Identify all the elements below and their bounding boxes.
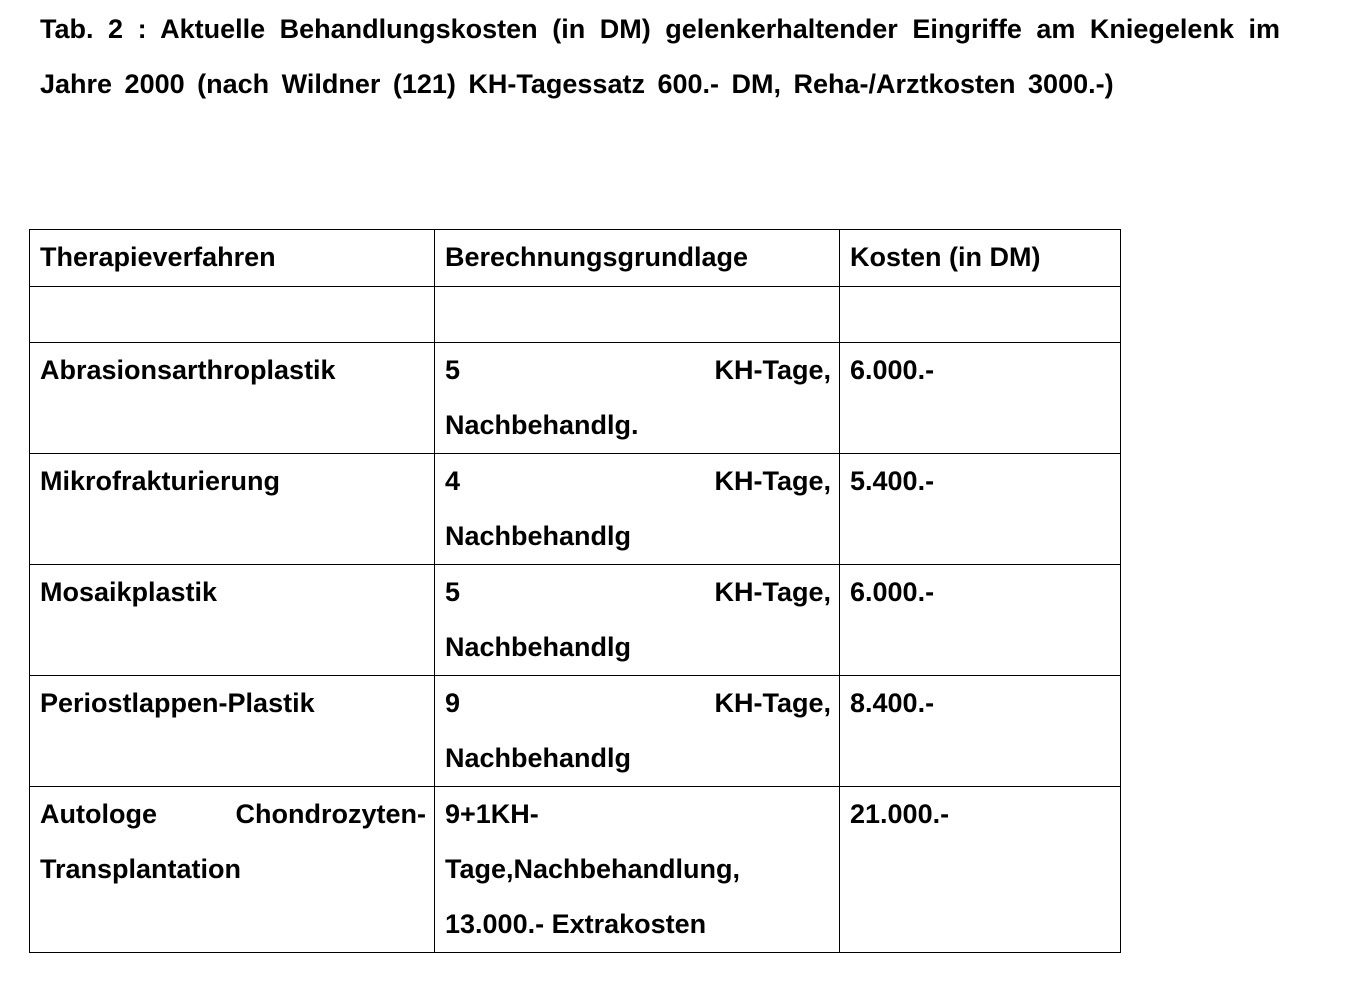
kosten-cell: 21.000.-: [840, 787, 1121, 953]
basis-cell: [435, 676, 840, 787]
basis-line: [445, 454, 831, 509]
basis-cell: [435, 454, 840, 565]
basis-cell: [435, 787, 840, 953]
basis-line: [445, 676, 831, 731]
verfahren-line: [40, 787, 426, 842]
basis-rest: Nachbehandlg.: [445, 410, 639, 440]
basis-num: 4: [445, 466, 461, 496]
table-header-row: [30, 230, 1121, 287]
verfahren-cell: [30, 787, 435, 953]
basis-cell: [435, 565, 840, 676]
basis-unit: KH-Tage,: [714, 466, 831, 496]
header-cell-therapieverfahren: Therapieverfahren: [30, 230, 435, 287]
header-cell-kosten: Kosten (in DM): [840, 230, 1121, 287]
basis-rest: Nachbehandlg: [445, 632, 632, 662]
empty-cell: [840, 287, 1121, 343]
kosten-cell: 6.000.-: [840, 343, 1121, 454]
cost-table: [29, 229, 1121, 953]
basis-line1: 9+1KH-: [445, 799, 539, 829]
basis-rest: Nachbehandlg: [445, 743, 632, 773]
basis-line2: Tage,Nachbehandlung,: [445, 854, 741, 884]
table-caption: Tab. 2 : Aktuelle Behandlungskosten (in DM) gelenkerhaltender Eingriffe am Kniegelenk im Jahre 2000 (nach Wildner (121) KH-Tagessatz 600.- DM, Reha-/Arztkosten 3000.-): [40, 14, 1280, 99]
table-row: [30, 787, 1121, 953]
verfahren-cell: Periostlappen-Plastik: [30, 676, 435, 787]
basis-num: 9: [445, 688, 461, 718]
verfahren-line2: Transplantation: [40, 854, 242, 884]
verfahren-word: Chondrozyten-: [235, 799, 426, 829]
empty-cell: [30, 287, 435, 343]
basis-line: [445, 565, 831, 620]
basis-line: [445, 343, 831, 398]
verfahren-cell: Abrasionsarthroplastik: [30, 343, 435, 454]
table-row: [30, 565, 1121, 676]
basis-num: 5: [445, 355, 461, 385]
basis-num: 5: [445, 577, 461, 607]
basis-unit: KH-Tage,: [714, 688, 831, 718]
kosten-cell: 6.000.-: [840, 565, 1121, 676]
basis-rest: Nachbehandlg: [445, 521, 632, 551]
empty-cell: [435, 287, 840, 343]
kosten-cell: 8.400.-: [840, 676, 1121, 787]
table-row: [30, 343, 1121, 454]
basis-unit: KH-Tage,: [714, 577, 831, 607]
basis-line3: 13.000.- Extrakosten: [445, 909, 707, 939]
verfahren-cell: Mikrofrakturierung: [30, 454, 435, 565]
table-row: [30, 676, 1121, 787]
header-cell-berechnungsgrundlage: Berechnungsgrundlage: [435, 230, 840, 287]
basis-unit: KH-Tage,: [714, 355, 831, 385]
verfahren-cell: Mosaikplastik: [30, 565, 435, 676]
basis-cell: [435, 343, 840, 454]
table-row: [30, 454, 1121, 565]
empty-row: [30, 287, 1121, 343]
kosten-cell: 5.400.-: [840, 454, 1121, 565]
verfahren-word: Autologe: [40, 799, 157, 829]
